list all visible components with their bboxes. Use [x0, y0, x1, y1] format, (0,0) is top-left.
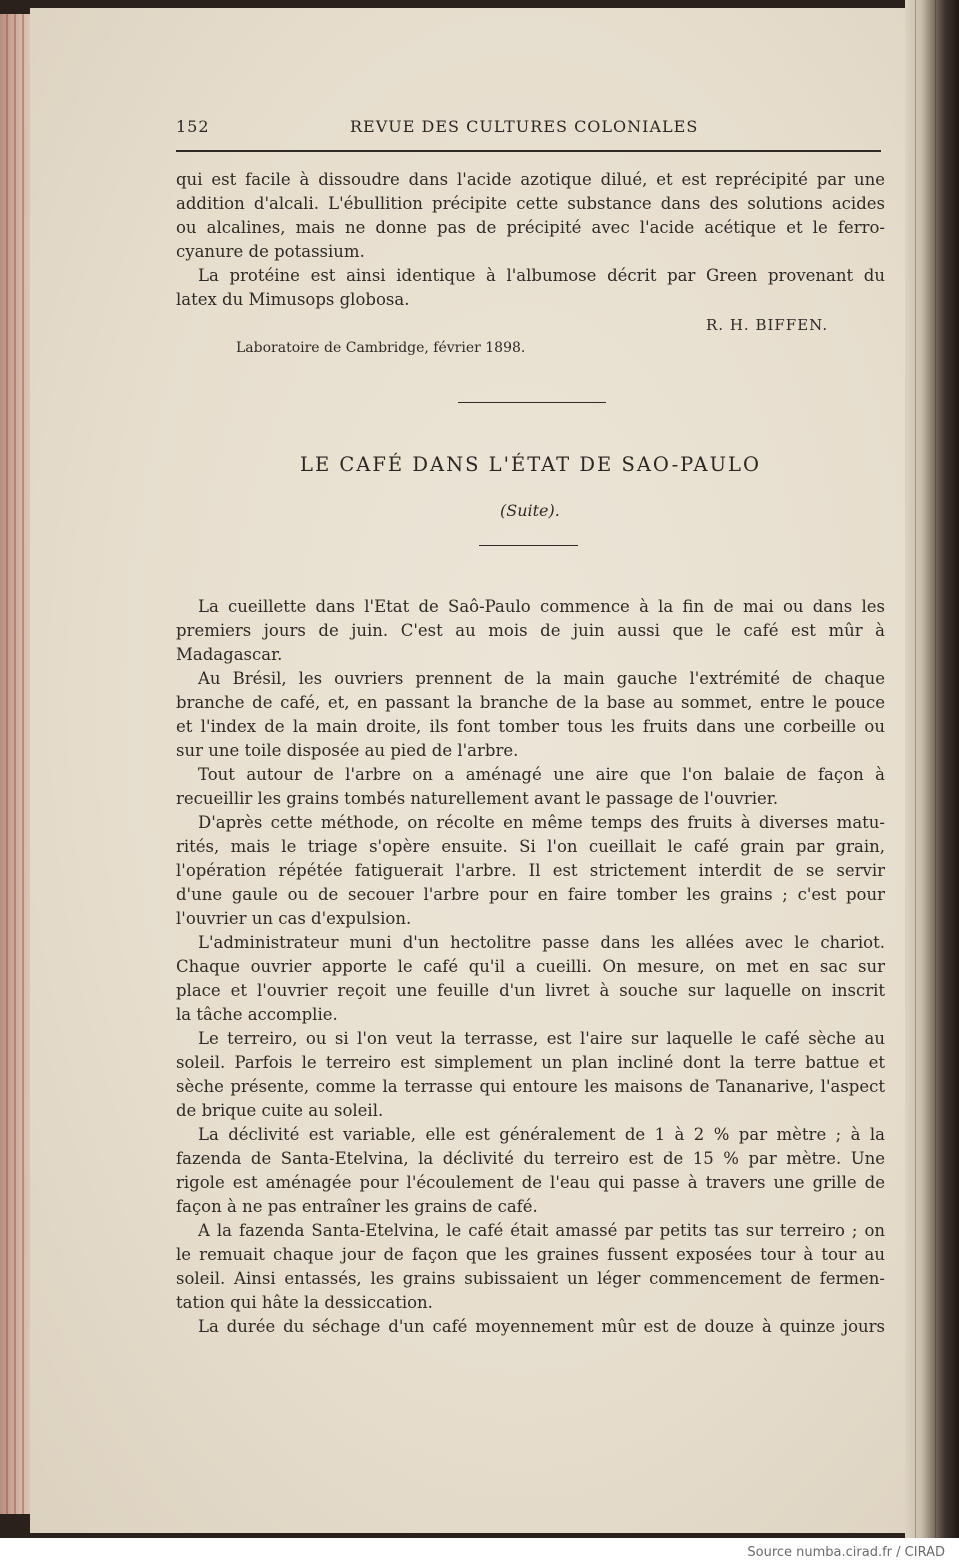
header-rule: [176, 150, 881, 152]
page-header: [176, 117, 881, 139]
text-line: latex du Mimusops globosa.: [176, 290, 410, 309]
text-line: La cueillette dans l'Etat de Saô-Paulo commence à la fin de mai ou dans les: [198, 597, 885, 616]
text-line: recueillir les grains tombés naturellement avant le passage de l'ouvrier.: [176, 789, 779, 808]
text-line: Le terreiro, ou si l'on veut la terrasse, est l'aire sur laquelle le café sèche au: [198, 1029, 885, 1048]
text-line: de brique cuite au soleil.: [176, 1101, 384, 1120]
article-title: LE CAFÉ DANS L'ÉTAT DE SAO-PAULO: [300, 453, 761, 476]
running-title: REVUE DES CULTURES COLONIALES: [350, 117, 699, 136]
text-line: D'après cette méthode, on récolte en même temps des fruits à diverses matu-: [198, 813, 885, 832]
text-line: sur une toile disposée au pied de l'arbre.: [176, 741, 519, 760]
author-signature: R. H. BIFFEN.: [706, 316, 829, 334]
text-line: soleil. Parfois le terreiro est simplement un plan incliné dont la terre battue et: [176, 1053, 885, 1072]
text-line: place et l'ouvrier reçoit une feuille d'un livret à souche sur laquelle on inscrit: [176, 981, 885, 1000]
text-line: rités, mais le triage s'opère ensuite. Si l'on cueillait le café grain par grain,: [176, 837, 885, 856]
text-line: ou alcalines, mais ne donne pas de précipité avec l'acide acétique et le ferro-: [176, 218, 885, 237]
text-line: et l'index de la main droite, ils font tomber tous les fruits dans une corbeille ou: [176, 717, 885, 736]
book-spine: [905, 0, 959, 1538]
text-line: le remuait chaque jour de façon que les graines fussent exposées tour à tour au: [176, 1245, 885, 1264]
text-line: tation qui hâte la dessiccation.: [176, 1293, 433, 1312]
text-line: addition d'alcali. L'ébullition précipite cette substance dans des solutions acides: [176, 194, 885, 213]
title-rule: [479, 545, 578, 546]
page-number: 152: [176, 117, 210, 136]
article-subtitle: (Suite).: [500, 501, 560, 520]
text-line: Madagascar.: [176, 645, 283, 664]
text-line: A la fazenda Santa-Etelvina, le café était amassé par petits tas sur terreiro ; on: [198, 1221, 885, 1240]
text-line: branche de café, et, en passant la branche de la base au sommet, entre le pouce: [176, 693, 885, 712]
text-line: cyanure de potassium.: [176, 242, 365, 261]
text-line: La protéine est ainsi identique à l'albumose décrit par Green provenant du: [198, 266, 885, 285]
text-line: sèche présente, comme la terrasse qui entoure les maisons de Tananarive, l'aspect: [176, 1077, 885, 1096]
text-line: l'ouvrier un cas d'expulsion.: [176, 909, 412, 928]
text-line: premiers jours de juin. C'est au mois de juin aussi que le café est mûr à: [176, 621, 885, 640]
text-line: Au Brésil, les ouvriers prennent de la main gauche l'extrémité de chaque: [198, 669, 885, 688]
text-line: façon à ne pas entraîner les grains de café.: [176, 1197, 538, 1216]
text-line: L'administrateur muni d'un hectolitre passe dans les allées avec le chariot.: [198, 933, 885, 952]
text-line: qui est facile à dissoudre dans l'acide azotique dilué, et est reprécipité par une: [176, 170, 885, 189]
laboratory-note: Laboratoire de Cambridge, février 1898.: [236, 340, 526, 356]
text-line: La déclivité est variable, elle est généralement de 1 à 2 % par mètre ; à la: [198, 1125, 885, 1144]
source-credit: Source numba.cirad.fr / CIRAD: [747, 1545, 945, 1560]
section-separator: [458, 402, 606, 403]
text-line: l'opération répétée fatiguerait l'arbre. Il est strictement interdit de se servir: [176, 861, 885, 880]
text-line: rigole est aménagée pour l'écoulement de l'eau qui passe à travers une grille de: [176, 1173, 885, 1192]
text-line: fazenda de Santa-Etelvina, la déclivité du terreiro est de 15 % par mètre. Une: [176, 1149, 885, 1168]
text-line: Tout autour de l'arbre on a aménagé une aire que l'on balaie de façon à: [198, 765, 885, 784]
text-line: soleil. Ainsi entassés, les grains subissaient un léger commencement de fermen-: [176, 1269, 885, 1288]
text-line: la tâche accomplie.: [176, 1005, 338, 1024]
text-line: La durée du séchage d'un café moyennement mûr est de douze à quinze jours: [198, 1317, 885, 1336]
text-line: d'une gaule ou de secouer l'arbre pour en faire tomber les grains ; c'est pour: [176, 885, 885, 904]
text-line: Chaque ouvrier apporte le café qu'il a cueilli. On mesure, on met en sac sur: [176, 957, 885, 976]
